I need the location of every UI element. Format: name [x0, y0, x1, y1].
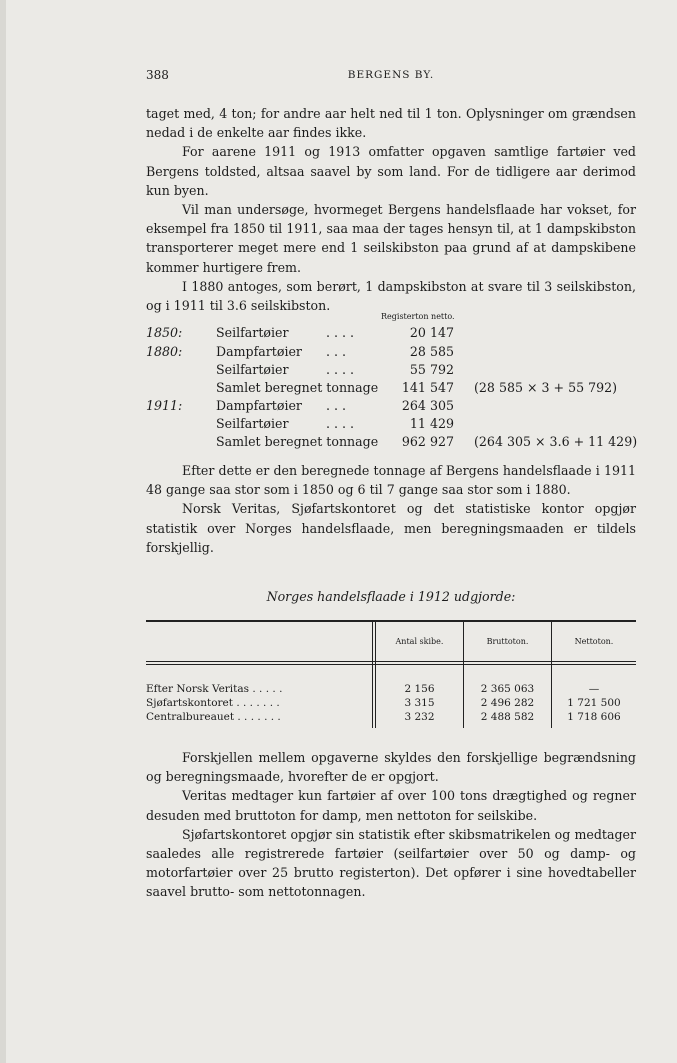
tonnage-value: 20 147 [409, 325, 454, 340]
ships-value: 2 156 [404, 683, 435, 695]
fleet-table [146, 620, 636, 730]
paragraph: taget med, 4 ton; for andre aar helt ned til 1 ton. Oplysninger om grændsen nedad i de enkelte aar findes ikke. [146, 106, 636, 141]
tonnage-value: 11 429 [409, 416, 454, 431]
year-label: 1850: [146, 325, 183, 340]
year-label: 1880: [146, 344, 183, 359]
gross-value: 2 496 282 [480, 697, 535, 709]
leader-dots: . . . [326, 398, 347, 413]
rule [146, 620, 636, 622]
net-value: — [588, 683, 600, 695]
tonnage-value: 141 547 [401, 380, 454, 395]
intro-text [146, 104, 636, 315]
tonnage-row [146, 362, 646, 380]
vessel-type: Seilfartøier [216, 416, 289, 431]
tonnage-value: 962 927 [401, 434, 454, 449]
tonnage-value: 28 585 [409, 344, 454, 359]
closing-text [146, 748, 636, 902]
table-row [146, 683, 636, 697]
tonnage-row [146, 344, 646, 362]
middle-text [146, 461, 636, 557]
vessel-type: Samlet beregnet tonnage [216, 434, 379, 449]
header-net: Nettoton. [574, 637, 614, 646]
paragraph: For aarene 1911 og 1913 omfatter opgaven samtlige fartøier ved Bergens toldsted, altsaa saavel by som land. For de tidligere aar derimod kun byen. [146, 144, 636, 198]
gross-value: 2 488 582 [480, 711, 535, 723]
vessel-type: Dampfartøier [216, 398, 302, 413]
net-value: 1 718 606 [567, 711, 621, 723]
leader-dots: . . . . [326, 325, 355, 340]
tonnage-value: 264 305 [401, 398, 454, 413]
page-edge [0, 0, 6, 1063]
leader-dots: . . . [326, 344, 347, 359]
fleet-table-title: Norges handelsflaade i 1912 udgjorde: [266, 589, 516, 604]
paragraph: Vil man undersøge, hvormeget Bergens handelsflaade har vokset, for eksempel fra 1850 til 1911, saa maa der tages hensyn til, at 1 dampskibston transporterer meget mere end 1 seilskibston paa grund af at dampskibene kommer hurtigere frem. [146, 202, 636, 275]
vessel-type: Samlet beregnet tonnage [216, 380, 379, 395]
page-number: 388 [146, 68, 169, 82]
calculation-note: (28 585 × 3 + 55 792) [474, 380, 618, 395]
column-header: Registerton netto. [381, 312, 455, 321]
source-name: Centralbureauet . . . . . . . [146, 711, 281, 723]
rule [146, 664, 636, 665]
tonnage-table [146, 312, 646, 452]
vessel-type: Seilfartøier [216, 362, 289, 377]
paragraph: Forskjellen mellem opgaverne skyldes den forskjellige begrændsning og beregningsmaade, hvorefter de er opgjort. [146, 750, 636, 785]
page-header [146, 68, 636, 84]
tonnage-row [146, 325, 646, 343]
leader-dots: . . . . [326, 416, 355, 431]
tonnage-row [146, 434, 646, 452]
header-gross: Bruttoton. [486, 637, 529, 646]
ships-value: 3 315 [404, 697, 435, 709]
leader-dots: . . . . [326, 362, 355, 377]
source-name: Efter Norsk Veritas . . . . . [146, 683, 283, 695]
paragraph: Norsk Veritas, Sjøfartskontoret og det statistiske kontor opgjør statistik over Norges handelsflaade, men beregningsmaaden er tildels forskjellig. [146, 501, 636, 555]
header-ships: Antal skibe. [395, 637, 444, 646]
vessel-type: Seilfartøier [216, 325, 289, 340]
paragraph: Veritas medtager kun fartøier af over 100 tons drægtighed og regner desuden med bruttoton for damp, men nettoton for seilskibe. [146, 788, 636, 823]
tonnage-row [146, 416, 646, 434]
paragraph: Sjøfartskontoret opgjør sin statistik efter skibsmatrikelen og medtager saaledes alle registrerede fartøier (seilfartøier over 50 og damp- og motorfartøier over 25 brutto registerton). Det opfører i sine hovedtabeller saavel brutto- som nettotonnagen. [146, 826, 636, 900]
running-title: BERGENS BY. [347, 69, 435, 81]
tonnage-row [146, 380, 646, 398]
gross-value: 2 365 063 [480, 683, 535, 695]
source-name: Sjøfartskontoret . . . . . . . [146, 697, 280, 709]
table-row [146, 697, 636, 711]
paragraph: I 1880 antoges, som berørt, 1 dampskibston at svare til 3 seilskibston, og i 1911 til 3.6 seilskibston. [146, 278, 636, 314]
vessel-type: Dampfartøier [216, 344, 302, 359]
paragraph: Efter dette er den beregnede tonnage af Bergens handelsflaade i 1911 48 gange saa stor som i 1850 og 6 til 7 gange saa stor som i 1880. [146, 463, 636, 498]
table-row [146, 711, 636, 725]
rule [146, 661, 636, 662]
ships-value: 3 232 [404, 711, 435, 723]
tonnage-row [146, 398, 646, 416]
tonnage-value: 55 792 [409, 362, 454, 377]
calculation-note: (264 305 × 3.6 + 11 429) [474, 434, 638, 449]
net-value: 1 721 500 [567, 697, 621, 709]
year-label: 1911: [146, 398, 183, 413]
